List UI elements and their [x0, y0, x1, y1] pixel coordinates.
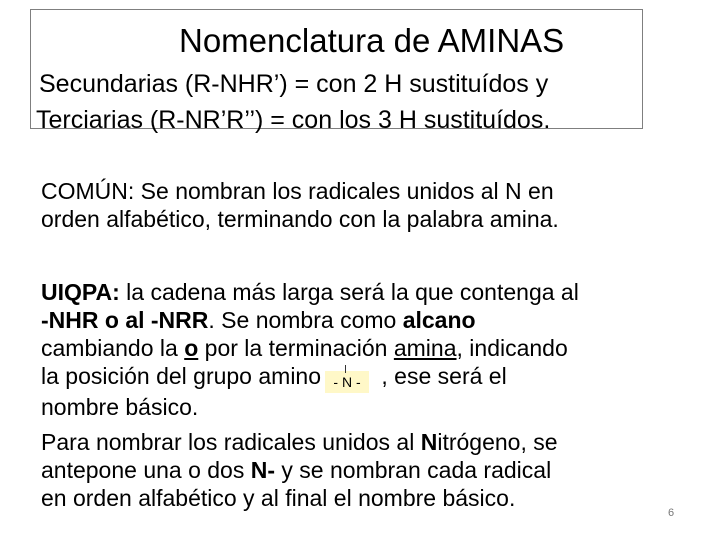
iupac-line-2-text: . Se nombra como	[208, 307, 403, 333]
iupac-amina: amina	[393, 335, 457, 361]
bond-tick	[345, 365, 346, 373]
iupac-line-3	[41, 334, 701, 362]
radicals-line-2-a: antepone una o dos	[41, 457, 251, 483]
n-prefix: N-	[250, 457, 276, 483]
iupac-line-3-c: por la terminación	[198, 335, 394, 361]
radicals-line-1-c: itrógeno, se	[437, 429, 558, 455]
common-label: COMÚN	[41, 178, 128, 204]
iupac-line-4-b: , ese será el	[375, 363, 507, 389]
iupac-line-3-e: , indicando	[456, 335, 568, 361]
iupac-line-4-a: la posición del grupo amino	[41, 363, 322, 389]
radicals-line-2	[41, 456, 701, 484]
iupac-line-2	[41, 306, 701, 334]
radicals-line-1	[41, 428, 701, 456]
iupac-groups: -NHR o al -NRR	[41, 307, 209, 333]
title-subtitle-tertiary: Terciarias (R-NR’R’’) = con los 3 H sustituídos.	[36, 106, 551, 134]
radicals-paragraph	[41, 428, 701, 512]
common-line-2: orden alfabético, terminando con la palabra amina.	[41, 206, 559, 232]
common-line-1-text: : Se nombran los radicales unidos al N en	[127, 178, 554, 204]
radicals-line-2-c: y se nombran cada radical	[275, 457, 552, 483]
slide-title: Nomenclatura de AMINAS	[179, 22, 565, 59]
iupac-line-5: nombre básico.	[41, 394, 199, 420]
radicals-line-3: en orden alfabético y al final el nombre básico.	[41, 485, 516, 511]
iupac-alcano: alcano	[402, 307, 476, 333]
iupac-o-letter: o	[184, 335, 199, 361]
iupac-line-4	[41, 362, 701, 393]
common-naming-paragraph	[41, 177, 701, 233]
iupac-line-1-text: la cadena más larga será la que contenga al	[119, 279, 579, 305]
page-number: 6	[668, 507, 675, 519]
formula-text: - N -	[333, 374, 361, 390]
iupac-label: UIQPA:	[41, 279, 120, 305]
title-box	[30, 9, 643, 134]
title-subtitle-secondary: Secundarias (R-NHR’) = con 2 H sustituídos y	[39, 70, 549, 98]
radicals-line-1-a: Para nombrar los radicales unidos al	[41, 429, 421, 455]
common-line-1	[41, 177, 701, 205]
iupac-line-1	[41, 278, 701, 306]
nitrogen-n: N	[420, 429, 438, 455]
iupac-paragraph	[41, 278, 701, 421]
iupac-line-3-a: cambiando la	[41, 335, 185, 361]
amine-group-formula	[325, 371, 369, 393]
